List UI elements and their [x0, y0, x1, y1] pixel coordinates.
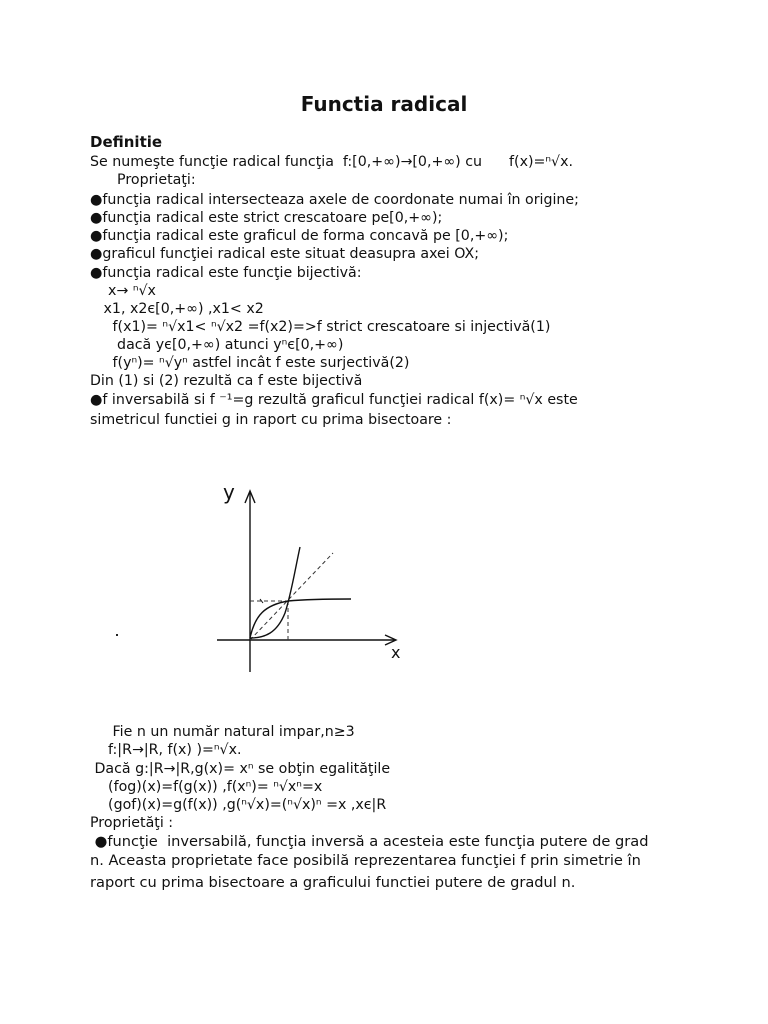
text-line: raport cu prima bisectoare a graficului functiei putere de gradul n. — [90, 874, 576, 891]
text-line: Dacă g:|R→|R,g(x)= xⁿ se obţin egalităţile — [90, 761, 391, 777]
text-line: f:|R→|R, f(x) )=ⁿ√x. — [90, 742, 242, 758]
text-line: (fog)(x)=f(g(x)) ,f(xⁿ)= ⁿ√xⁿ=x — [90, 779, 323, 795]
text-line: ●funcţia radical este strict crescatoare pe[0,+∞); — [90, 210, 443, 226]
radical-function-graph — [205, 475, 415, 675]
text-line: Proprietăţi : — [90, 815, 174, 831]
text-line: dacă yє[0,+∞) atunci yⁿє[0,+∞) — [90, 337, 344, 353]
page-title: Functia radical — [300, 92, 468, 116]
text-line: Fie n un număr natural impar,n≥3 — [90, 724, 355, 740]
power-curve — [250, 547, 300, 638]
stray-dot — [116, 634, 118, 636]
text-line: n. Aceasta proprietate face posibilă reprezentarea funcţiei f prin simetrie în — [90, 852, 641, 869]
text-line: simetricul functiei g in raport cu prima bisectoare : — [90, 412, 452, 428]
text-line: ●funcţia radical este graficul de forma concavă pe [0,+∞); — [90, 228, 509, 244]
section-heading: Definitie — [90, 133, 163, 151]
text-line: x→ ⁿ√x — [90, 283, 156, 299]
bisector-line — [250, 553, 333, 640]
text-line: ●funcţie inversabilă, funcţia inversă a acesteia este funcţia putere de grad — [90, 833, 649, 850]
y-axis-label: y — [223, 480, 235, 504]
text-line: ●funcţia radical este funcţie bijectivă: — [90, 265, 362, 281]
text-line: f(x1)= ⁿ√x1< ⁿ√x2 =f(x2)=>f strict crescatoare si injectivă(1) — [90, 319, 551, 335]
text-line: f(yⁿ)= ⁿ√yⁿ astfel incât f este surjectivă(2) — [90, 355, 410, 371]
text-line: ●funcţia radical intersecteaza axele de coordonate numai în origine; — [90, 192, 579, 208]
text-line: Se numeşte funcţie radical funcţia f:[0,+∞)→[0,+∞) cu f(x)=ⁿ√x. — [90, 154, 573, 170]
text-line: (gof)(x)=g(f(x)) ,g(ⁿ√x)=(ⁿ√x)ⁿ =x ,xє|R — [90, 797, 387, 813]
radical-curve — [250, 599, 351, 638]
x-axis-label: x — [391, 643, 401, 662]
text-line: Proprietaţi: — [90, 172, 196, 188]
text-line: ●f inversabilă si f ⁻¹=g rezultă graficul funcţiei radical f(x)= ⁿ√x este — [90, 392, 578, 408]
text-line: Din (1) si (2) rezultă ca f este bijectivă — [90, 373, 363, 389]
text-line: ●graficul funcţiei radical este situat deasupra axei OX; — [90, 246, 479, 262]
text-line: x1, x2є[0,+∞) ,x1< x2 — [90, 301, 264, 317]
